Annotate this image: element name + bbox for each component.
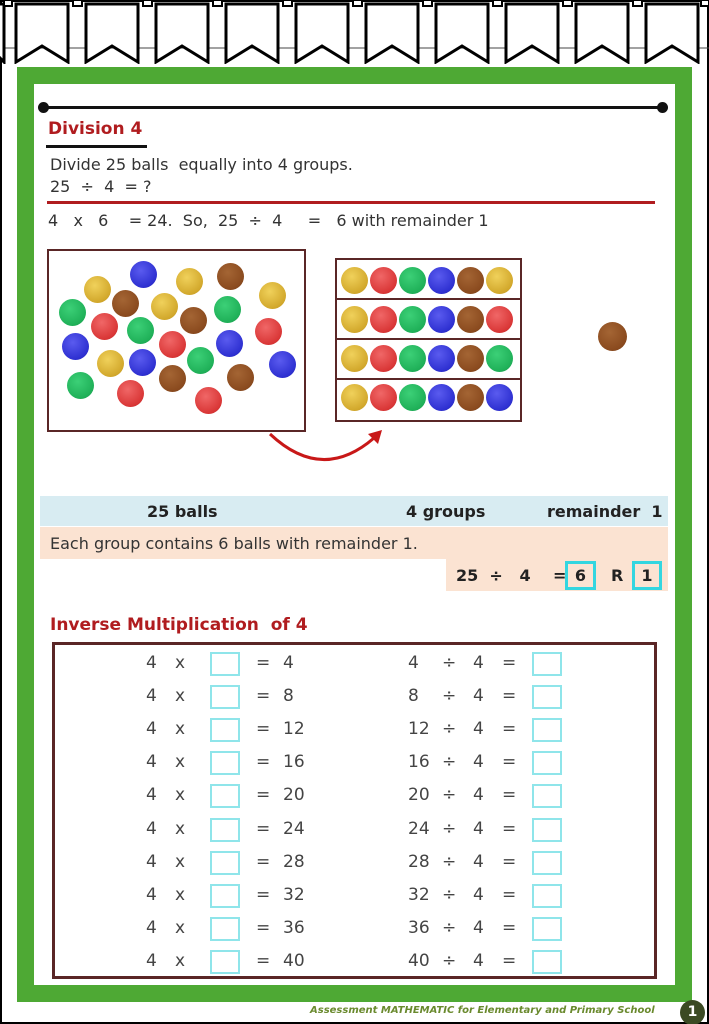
multiplicand: 4 [146,852,157,872]
product: 24 [283,819,305,839]
remainder-r-label: R [611,566,624,585]
divider-dot-right [657,102,668,113]
ball-yellow [97,350,124,377]
ball-blue [428,306,455,333]
product: 12 [283,719,305,739]
red-divider [47,201,655,204]
grouped-balls-box [335,258,522,424]
remainder-value: 1 [641,566,653,585]
equals-sign: = [502,719,517,739]
ball-brown [217,263,244,290]
times-sign: x [175,785,186,805]
ball-blue [130,261,157,288]
ball-red [370,306,397,333]
divide-sign: ÷ [442,852,457,872]
quotient-answer-box[interactable] [532,685,562,709]
equals-sign: = [502,785,517,805]
divisor: 4 [473,885,484,905]
label-remainder: remainder 1 [547,502,663,521]
ball-yellow [341,345,368,372]
dividend: 32 [408,885,430,905]
divide-sign: ÷ [442,719,457,739]
dividend: 16 [408,752,430,772]
product: 32 [283,885,305,905]
multiplicand: 4 [146,918,157,938]
dividend: 12 [408,719,430,739]
dividend: 8 [408,686,419,706]
ball-blue [216,330,243,357]
times-sign: x [175,686,186,706]
dividend: 40 [408,951,430,971]
equals-sign: = [256,752,271,772]
quotient-answer-box[interactable] [532,751,562,775]
equals-sign: = [256,653,271,673]
times-sign: x [175,752,186,772]
ball-yellow [486,267,513,294]
product: 20 [283,785,305,805]
ball-yellow [259,282,286,309]
ball-brown [227,364,254,391]
quotient-answer-box[interactable] [532,884,562,908]
multiplier-answer-box[interactable] [210,685,240,709]
ball-green [399,384,426,411]
divisor: 4 [473,819,484,839]
ball-blue [428,267,455,294]
multiplier-answer-box[interactable] [210,818,240,842]
equals-sign: = [502,819,517,839]
quotient-answer-box[interactable] [565,561,596,590]
ball-brown [457,267,484,294]
solution-line: 4 x 6 = 24. So, 25 ÷ 4 = 6 with remainder 1 [48,211,489,230]
dividend: 4 [408,653,419,673]
equals-sign: = [256,951,271,971]
ball-green [59,299,86,326]
multiplicand: 4 [146,819,157,839]
multiplier-answer-box[interactable] [210,652,240,676]
equals-sign: = [502,686,517,706]
quotient-answer-box[interactable] [532,851,562,875]
equals-sign: = [256,819,271,839]
ball-green [399,345,426,372]
equals-sign: = [502,653,517,673]
multiplier-answer-box[interactable] [210,884,240,908]
ball-yellow [341,267,368,294]
ball-red [486,306,513,333]
curved-arrow-icon [262,428,392,468]
multiplicand: 4 [146,785,157,805]
summary-equation: 25 ÷ 4 = [456,566,567,585]
remainder-answer-box[interactable] [632,561,662,590]
equals-sign: = [256,852,271,872]
divide-sign: ÷ [442,785,457,805]
divide-sign: ÷ [442,653,457,673]
page-title: Division 4 [48,119,143,139]
divider-dot-left [38,102,49,113]
quotient-answer-box[interactable] [532,784,562,808]
divisor: 4 [473,852,484,872]
product: 8 [283,686,294,706]
ball-yellow [341,384,368,411]
ball-red [370,384,397,411]
multiplicand: 4 [146,686,157,706]
dividend: 36 [408,918,430,938]
divisor: 4 [473,951,484,971]
divisor: 4 [473,653,484,673]
times-sign: x [175,951,186,971]
multiplier-answer-box[interactable] [210,751,240,775]
ball-blue [428,384,455,411]
times-sign: x [175,885,186,905]
label-total-balls: 25 balls [147,502,218,521]
footer-text: Assessment MATHEMATIC for Elementary and Primary School [310,1005,655,1016]
times-sign: x [175,819,186,839]
ball-brown [457,384,484,411]
summary-sentence: Each group contains 6 balls with remainder 1. [50,534,418,553]
ball-green [399,267,426,294]
ball-yellow [151,293,178,320]
multiplier-answer-box[interactable] [210,950,240,974]
inverse-table [52,642,657,979]
ball-red [91,313,118,340]
product: 36 [283,918,305,938]
ball-green [214,296,241,323]
ball-green [399,306,426,333]
product: 16 [283,752,305,772]
ball-red [195,387,222,414]
divisor: 4 [473,785,484,805]
ball-brown [457,306,484,333]
equals-sign: = [256,785,271,805]
equals-sign: = [256,719,271,739]
multiplicand: 4 [146,752,157,772]
equals-sign: = [502,951,517,971]
ball-green [187,347,214,374]
multiplier-answer-box[interactable] [210,851,240,875]
equals-sign: = [256,686,271,706]
ball-green [486,345,513,372]
ball-blue [62,333,89,360]
multiplicand: 4 [146,719,157,739]
ball-yellow [341,306,368,333]
equals-sign: = [256,918,271,938]
top-divider [43,106,663,109]
ball-red [370,267,397,294]
equals-sign: = [256,885,271,905]
times-sign: x [175,719,186,739]
dividend: 28 [408,852,430,872]
divisor: 4 [473,686,484,706]
divisor: 4 [473,719,484,739]
ball-brown [180,307,207,334]
title-underline [46,145,147,148]
divisor: 4 [473,752,484,772]
multiplier-answer-box[interactable] [210,917,240,941]
ball-brown [159,365,186,392]
divisor: 4 [473,918,484,938]
ball-yellow [176,268,203,295]
ball-green [67,372,94,399]
product: 4 [283,653,294,673]
multiplicand: 4 [146,951,157,971]
ball-yellow [84,276,111,303]
equals-sign: = [502,752,517,772]
leftover-ball [598,322,627,351]
ball-blue [486,384,513,411]
multiplicand: 4 [146,885,157,905]
ball-blue [269,351,296,378]
multiplier-answer-box[interactable] [210,718,240,742]
problem-equation: 25 ÷ 4 = ? [50,177,152,196]
divide-sign: ÷ [442,819,457,839]
divide-sign: ÷ [442,686,457,706]
ball-blue [428,345,455,372]
ball-red [117,380,144,407]
product: 28 [283,852,305,872]
divide-sign: ÷ [442,918,457,938]
ball-brown [112,290,139,317]
equals-sign: = [502,918,517,938]
quotient-answer-box[interactable] [532,818,562,842]
quotient-answer-box[interactable] [532,718,562,742]
ball-red [159,331,186,358]
multiplier-answer-box[interactable] [210,784,240,808]
quotient-answer-box[interactable] [532,950,562,974]
ball-red [370,345,397,372]
inverse-title: Inverse Multiplication of 4 [50,615,308,635]
divide-sign: ÷ [442,752,457,772]
bunting-banner [0,0,709,64]
product: 40 [283,951,305,971]
divide-sign: ÷ [442,885,457,905]
dividend: 24 [408,819,430,839]
label-groups: 4 groups [406,502,486,521]
quotient-answer-box[interactable] [532,917,562,941]
dividend: 20 [408,785,430,805]
problem-statement: Divide 25 balls equally into 4 groups. [50,155,353,174]
ball-red [255,318,282,345]
page-number-badge: 1 [680,1000,705,1024]
times-sign: x [175,852,186,872]
multiplicand: 4 [146,653,157,673]
equals-sign: = [502,852,517,872]
times-sign: x [175,918,186,938]
all-balls-box [47,249,306,432]
equals-sign: = [502,885,517,905]
ball-blue [129,349,156,376]
divide-sign: ÷ [442,951,457,971]
quotient-answer-box[interactable] [532,652,562,676]
ball-green [127,317,154,344]
ball-brown [457,345,484,372]
quotient-value: 6 [574,566,587,585]
times-sign: x [175,653,186,673]
